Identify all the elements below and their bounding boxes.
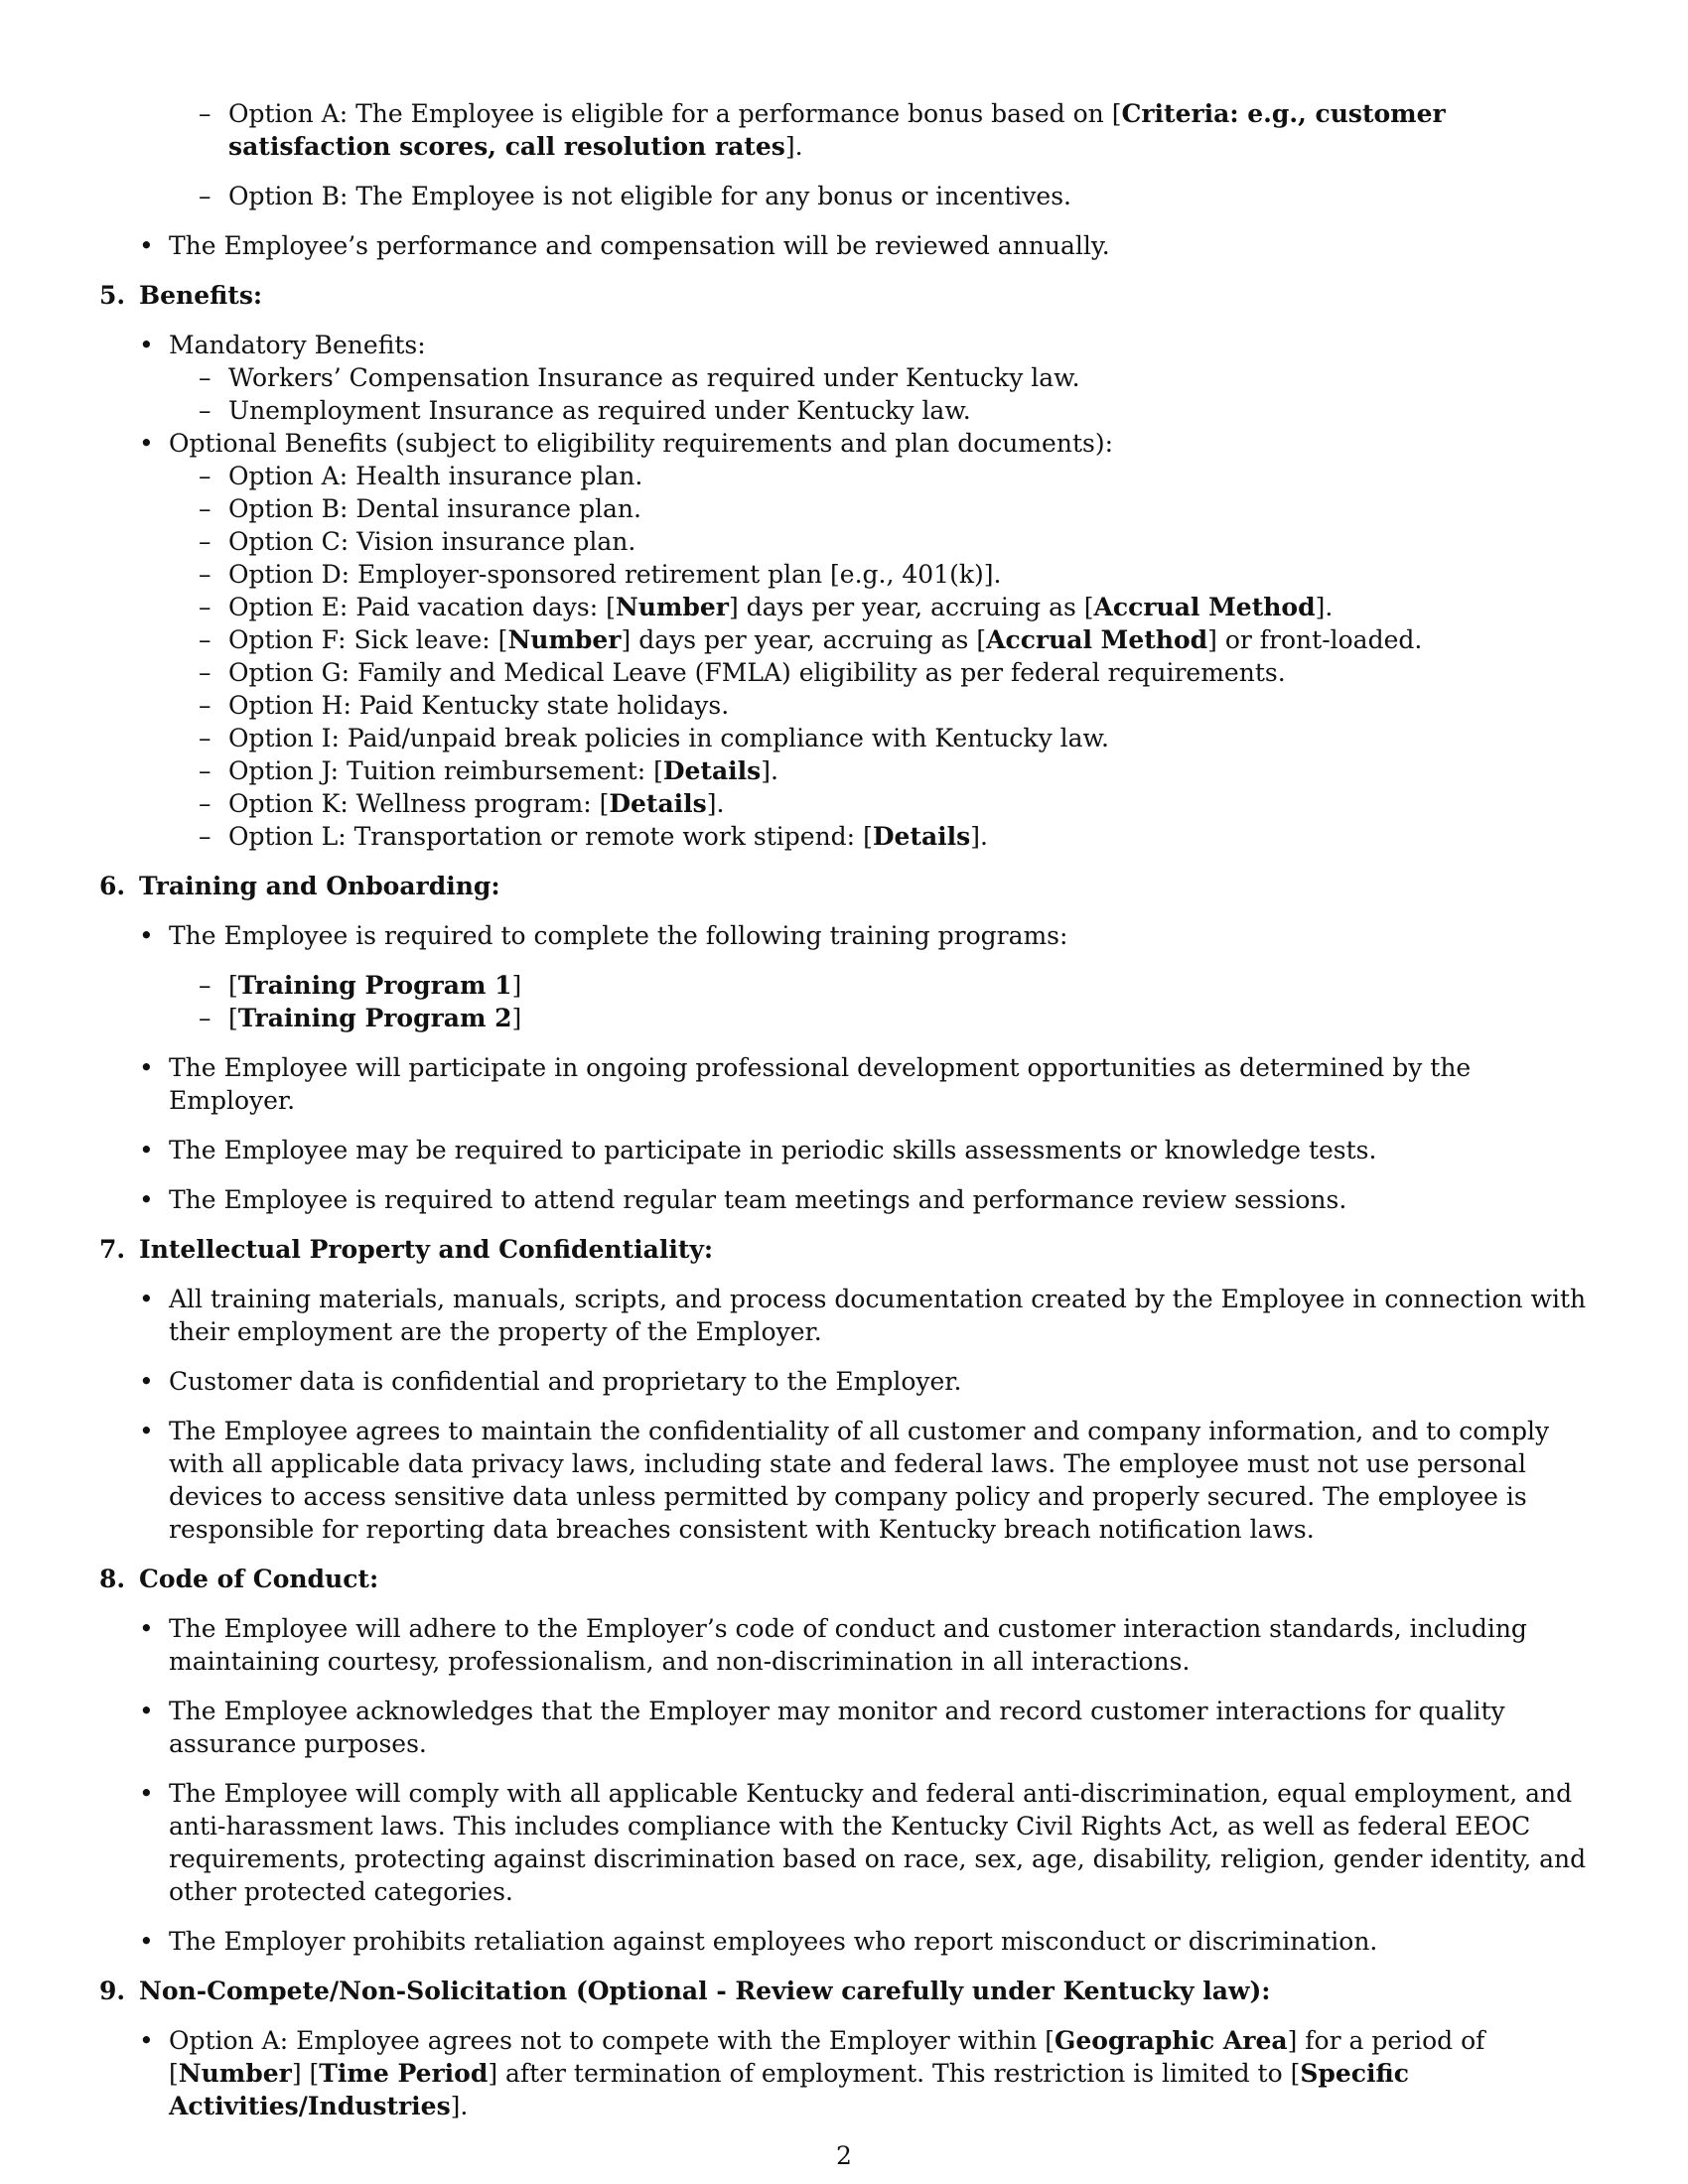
sub-item-option-j-tuition: – Option J: Tuition reimbursement: [Details]. (199, 756, 778, 785)
bullet-professional-development: • The Employee will participate in ongoing professional development opportunities as determined by the Employer. (139, 1053, 1472, 1115)
bullet-code-of-conduct: • The Employee will adhere to the Employer’s code of conduct and customer interaction standards, including maintaining courtesy, professionalism, and non-discrimination in all interactions. (139, 1614, 1527, 1676)
page-number: 2 (836, 2141, 852, 2170)
bullet-team-meetings: • The Employee is required to attend regular team meetings and performance review sessions. (139, 1185, 1347, 1214)
sub-item-training-program-1: – [Training Program 1] (199, 971, 522, 1000)
section-heading-training: 6. Training and Onboarding: (99, 872, 500, 900)
bullet-retaliation: • The Employer prohibits retaliation against employees who report misconduct or discrimination. (139, 1927, 1378, 1956)
sub-item-option-d-retirement: – Option D: Employer-sponsored retirement plan [e.g., 401(k)]. (199, 560, 1002, 589)
sub-item-option-l-stipend: – Option L: Transportation or remote work stipend: [Details]. (199, 822, 988, 851)
bullet-training-programs: • The Employee is required to complete the following training programs: (139, 921, 1068, 950)
section-heading-code-of-conduct: 8. Code of Conduct: (99, 1565, 379, 1593)
bullet-anti-discrimination: • The Employee will comply with all applicable Kentucky and federal anti-discrimination, equal employment, and anti-harassment laws. This includes compliance with the Kentucky Civil Rights Act, as well as federal EEOC requirements, protecting against discrimination based on race, sex, age, disability, religion, gender identity, and other protected categories. (139, 1779, 1587, 1906)
sub-item-option-f-sick-leave: – Option F: Sick leave: [Number] days per year, accruing as [Accrual Method] or front-loaded. (199, 625, 1423, 654)
sub-item-option-a-bonus: – Option A: The Employee is eligible for a performance bonus based on [Criteria: e.g., customer satisfaction scores, call resolution rates]. (199, 99, 1446, 161)
bullet-optional-benefits: • Optional Benefits (subject to eligibility requirements and plan documents): (139, 429, 1114, 458)
sub-item-option-b-no-bonus: – Option B: The Employee is not eligible for any bonus or incentives. (199, 182, 1071, 210)
sub-item-option-h-holidays: – Option H: Paid Kentucky state holidays. (199, 691, 730, 720)
bullet-annual-review: • The Employee’s performance and compensation will be reviewed annually. (139, 231, 1110, 260)
sub-item-option-e-vacation: – Option E: Paid vacation days: [Number] days per year, accruing as [Accrual Method]. (199, 593, 1334, 621)
document-page (99, 97, 1589, 2122)
sub-item-option-k-wellness: – Option K: Wellness program: [Details]. (199, 789, 725, 818)
bullet-confidentiality-privacy: • The Employee agrees to maintain the confidentiality of all customer and company information, and to comply with all applicable data privacy laws, including state and federal laws. The employee must not use personal devices to access sensitive data unless permitted by company policy and properly secured. The employee is responsible for reporting data breaches consistent with Kentucky breach notification laws. (139, 1417, 1550, 1544)
bullet-skills-assessments: • The Employee may be required to participate in periodic skills assessments or knowledge tests. (139, 1136, 1377, 1164)
section-heading-benefits: 5. Benefits: (99, 281, 263, 310)
sub-item-option-b-dental: – Option B: Dental insurance plan. (199, 494, 641, 523)
bullet-non-compete-option-a: • Option A: Employee agrees not to compete with the Employer within [Geographic Area] for a period of [Number] [Time Period] after termination of employment. This restriction is limited to [Specific Activities/Industries]. (139, 2026, 1485, 2120)
sub-item-option-a-health: – Option A: Health insurance plan. (199, 462, 643, 490)
section-heading-non-compete: 9. Non-Compete/Non-Solicitation (Optional - Review carefully under Kentucky law): (99, 1977, 1271, 2005)
sub-item-workers-comp: – Workers’ Compensation Insurance as required under Kentucky law. (199, 363, 1080, 392)
bullet-mandatory-benefits: • Mandatory Benefits: (139, 331, 426, 359)
bullet-customer-data: • Customer data is confidential and proprietary to the Employer. (139, 1367, 962, 1396)
section-heading-ip-confidentiality: 7. Intellectual Property and Confidentiality: (99, 1235, 714, 1264)
bullet-monitoring: • The Employee acknowledges that the Employer may monitor and record customer interactions for quality assurance purposes. (139, 1697, 1505, 1758)
sub-item-unemployment: – Unemployment Insurance as required under Kentucky law. (199, 396, 971, 425)
sub-item-option-i-breaks: – Option I: Paid/unpaid break policies in compliance with Kentucky law. (199, 724, 1109, 752)
sub-item-training-program-2: – [Training Program 2] (199, 1004, 522, 1032)
bullet-training-materials-property: • All training materials, manuals, scripts, and process documentation created by the Employee in connection with their employment are the property of the Employer. (139, 1285, 1587, 1346)
sub-item-option-g-fmla: – Option G: Family and Medical Leave (FMLA) eligibility as per federal requirements. (199, 658, 1286, 687)
sub-item-option-c-vision: – Option C: Vision insurance plan. (199, 527, 636, 556)
